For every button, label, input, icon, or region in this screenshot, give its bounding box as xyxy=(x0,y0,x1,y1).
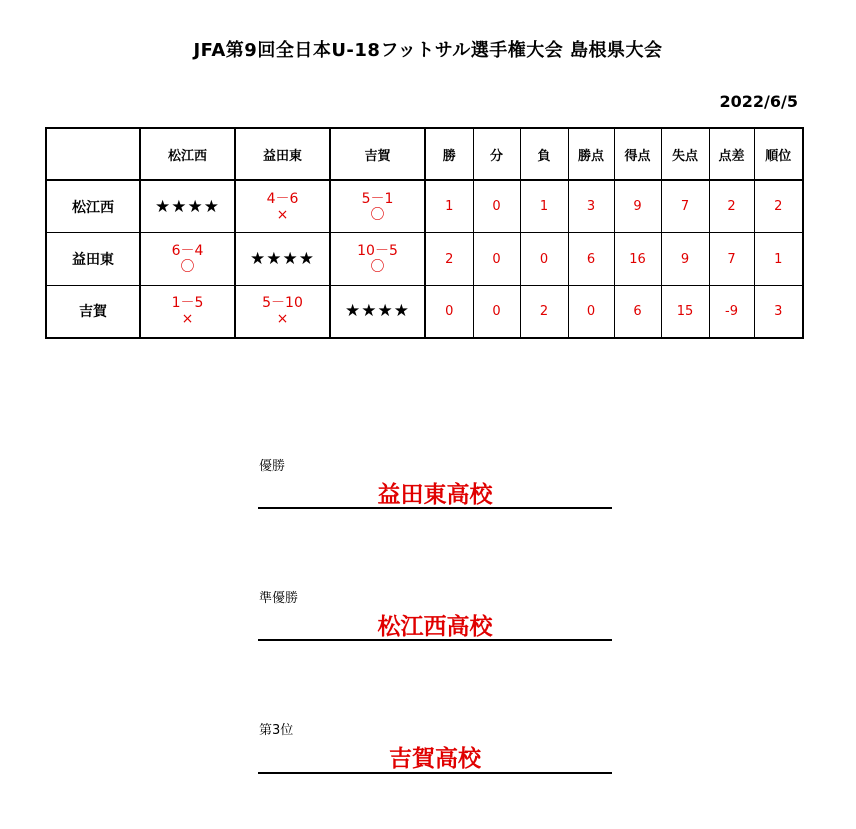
match-cell xyxy=(330,233,425,285)
stat-losses: 2 xyxy=(520,285,568,338)
stat-points: 3 xyxy=(568,180,614,233)
stat-draws: 0 xyxy=(473,180,520,233)
stat-wins: 2 xyxy=(425,233,473,285)
match-score: 4－6 xyxy=(266,190,299,207)
table-row xyxy=(46,180,803,233)
self-match-cell xyxy=(235,233,330,285)
team-name: 益田東 xyxy=(46,233,140,285)
header-cell-team: 吉賀 xyxy=(330,128,425,180)
self-match-stars: ★★★★ xyxy=(250,249,315,270)
stat-wins: 0 xyxy=(425,285,473,338)
stat-wins: 1 xyxy=(425,180,473,233)
stat-goals-for: 6 xyxy=(614,285,661,338)
team-name: 松江西 xyxy=(46,180,140,233)
match-cell xyxy=(235,180,330,233)
header-cell-goals-against: 失点 xyxy=(661,128,709,180)
match-result-mark: 〇 xyxy=(180,259,195,276)
self-match-cell xyxy=(330,285,425,338)
match-cell xyxy=(140,285,235,338)
header-cell-rank: 順位 xyxy=(754,128,803,180)
table-row xyxy=(46,285,803,338)
stat-points: 6 xyxy=(568,233,614,285)
header-cell-points: 勝点 xyxy=(568,128,614,180)
stat-draws: 0 xyxy=(473,233,520,285)
third-place-name: 吉賀高校 xyxy=(389,746,481,772)
champion-label: 優勝 xyxy=(259,459,286,474)
match-cell xyxy=(330,180,425,233)
champion-underline xyxy=(258,507,612,509)
self-match-stars: ★★★★ xyxy=(345,301,410,322)
third-place-label: 第3位 xyxy=(259,723,294,738)
stat-rank: 2 xyxy=(754,180,803,233)
stat-goals-for: 9 xyxy=(614,180,661,233)
match-score: 5－1 xyxy=(361,190,394,207)
stat-rank: 3 xyxy=(754,285,803,338)
runner-up-label: 準優勝 xyxy=(259,591,299,606)
table-row xyxy=(46,233,803,285)
stat-rank: 1 xyxy=(754,233,803,285)
match-cell xyxy=(140,233,235,285)
match-result-mark: × xyxy=(276,206,289,223)
header-cell-team: 益田東 xyxy=(235,128,330,180)
team-name: 吉賀 xyxy=(46,285,140,338)
runner-up-underline xyxy=(258,639,612,641)
page-title: JFA第9回全日本U-18フットサル選手権大会 島根県大会 xyxy=(193,40,663,61)
match-score: 5－10 xyxy=(262,295,303,312)
header-cell-wins: 勝 xyxy=(425,128,473,180)
self-match-cell xyxy=(140,180,235,233)
match-result-mark: × xyxy=(181,311,194,328)
table-header-row xyxy=(46,128,803,180)
league-table xyxy=(45,127,804,339)
header-cell-team: 松江西 xyxy=(140,128,235,180)
stat-goal-difference: -9 xyxy=(709,285,754,338)
match-score: 6－4 xyxy=(171,243,204,260)
match-result-mark: × xyxy=(276,311,289,328)
header-cell-losses: 負 xyxy=(520,128,568,180)
match-score: 1－5 xyxy=(171,295,204,312)
champion-name: 益田東高校 xyxy=(377,482,493,508)
stat-losses: 1 xyxy=(520,180,568,233)
self-match-stars: ★★★★ xyxy=(155,196,220,217)
header-cell xyxy=(46,128,140,180)
header-cell-goal-difference: 点差 xyxy=(709,128,754,180)
stat-goals-against: 15 xyxy=(661,285,709,338)
match-result-mark: 〇 xyxy=(370,206,385,223)
stat-draws: 0 xyxy=(473,285,520,338)
stat-goal-difference: 7 xyxy=(709,233,754,285)
match-result-mark: 〇 xyxy=(370,259,385,276)
stat-goals-against: 9 xyxy=(661,233,709,285)
stat-losses: 0 xyxy=(520,233,568,285)
event-date: 2022/6/5 xyxy=(719,92,798,111)
header-cell-goals-for: 得点 xyxy=(614,128,661,180)
third-place-underline xyxy=(258,772,612,774)
stat-goals-against: 7 xyxy=(661,180,709,233)
match-cell xyxy=(235,285,330,338)
stat-points: 0 xyxy=(568,285,614,338)
match-score: 10－5 xyxy=(357,243,398,260)
stat-goal-difference: 2 xyxy=(709,180,754,233)
runner-up-name: 松江西高校 xyxy=(377,614,493,640)
header-cell-draws: 分 xyxy=(473,128,520,180)
stat-goals-for: 16 xyxy=(614,233,661,285)
